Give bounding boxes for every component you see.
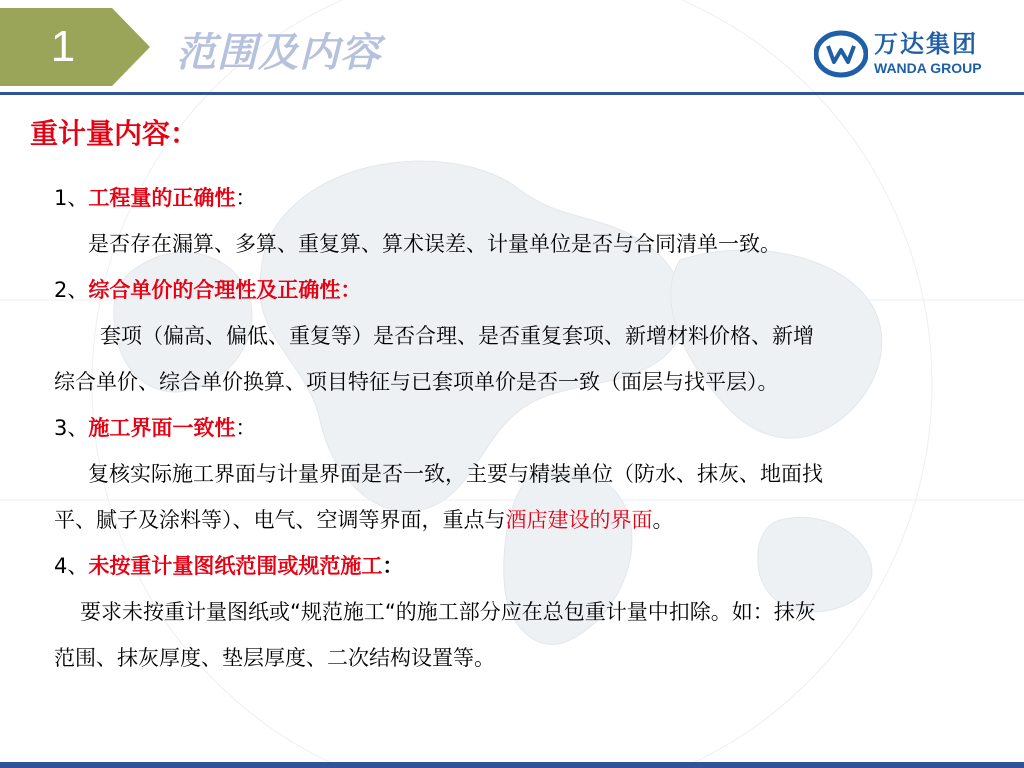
list-item-2-body-line1: 套项（偏高、偏低、重复等）是否合理、是否重复套项、新增材料价格、新增 [100, 324, 814, 348]
item-number: 3、 [54, 416, 89, 440]
list-item-3-body-line1: 复核实际施工界面与计量界面是否一致，主要与精装单位（防水、抹灰、地面找 [88, 462, 823, 486]
item-number: 1、 [54, 186, 89, 210]
item-suffix: ： [235, 186, 257, 210]
content-list [54, 175, 994, 681]
list-item-1-body: 是否存在漏算、多算、重复算、算术误差、计量单位是否与合同清单一致。 [88, 232, 781, 256]
logo-chinese-name: 万达集团 [874, 30, 978, 58]
item-suffix: ： [235, 416, 257, 440]
body-text-end: 。 [652, 508, 674, 532]
header-divider [0, 92, 1024, 95]
footer-bar [0, 762, 1024, 768]
list-item-2-body-line2: 综合单价、综合单价换算、项目特征与已套项单价是否一致（面层与找平层）。 [54, 370, 779, 394]
list-item-2-heading [54, 267, 994, 313]
wanda-logo-icon [814, 30, 868, 78]
wanda-logo [814, 28, 1014, 84]
slide-header [0, 0, 1024, 96]
section-number: 1 [50, 22, 76, 71]
item-title: 未按重计量图纸范围或规范施工 [88, 554, 383, 578]
body-text: 平、腻子及涂料等）、电气、空调等界面，重点与 [54, 508, 506, 532]
list-item-3-heading [54, 405, 994, 451]
logo-english-name: WANDA GROUP [874, 60, 982, 76]
item-title: 施工界面一致性 [88, 416, 236, 440]
item-number: 4、 [54, 554, 89, 578]
list-item-4-body-line2: 范围、抹灰厚度、垫层厚度、二次结构设置等。 [54, 646, 495, 670]
item-number: 2、 [54, 278, 89, 302]
list-item-1-heading [54, 175, 994, 221]
list-item-4-body-line1: 要求未按重计量图纸或“规范施工“的施工部分应在总包重计量中扣除。如：抹灰 [80, 600, 816, 624]
item-title: 工程量的正确性 [88, 186, 236, 210]
highlight-text: 酒店建设的界面 [505, 508, 653, 532]
list-item-4-heading [54, 543, 994, 589]
list-item-3-body-line2 [54, 497, 994, 543]
section-heading: 重计量内容： [30, 117, 199, 150]
item-suffix: ： [382, 554, 404, 578]
item-title: 综合单价的合理性及正确性： [88, 278, 362, 302]
page-title: 范围及内容 [176, 30, 381, 76]
